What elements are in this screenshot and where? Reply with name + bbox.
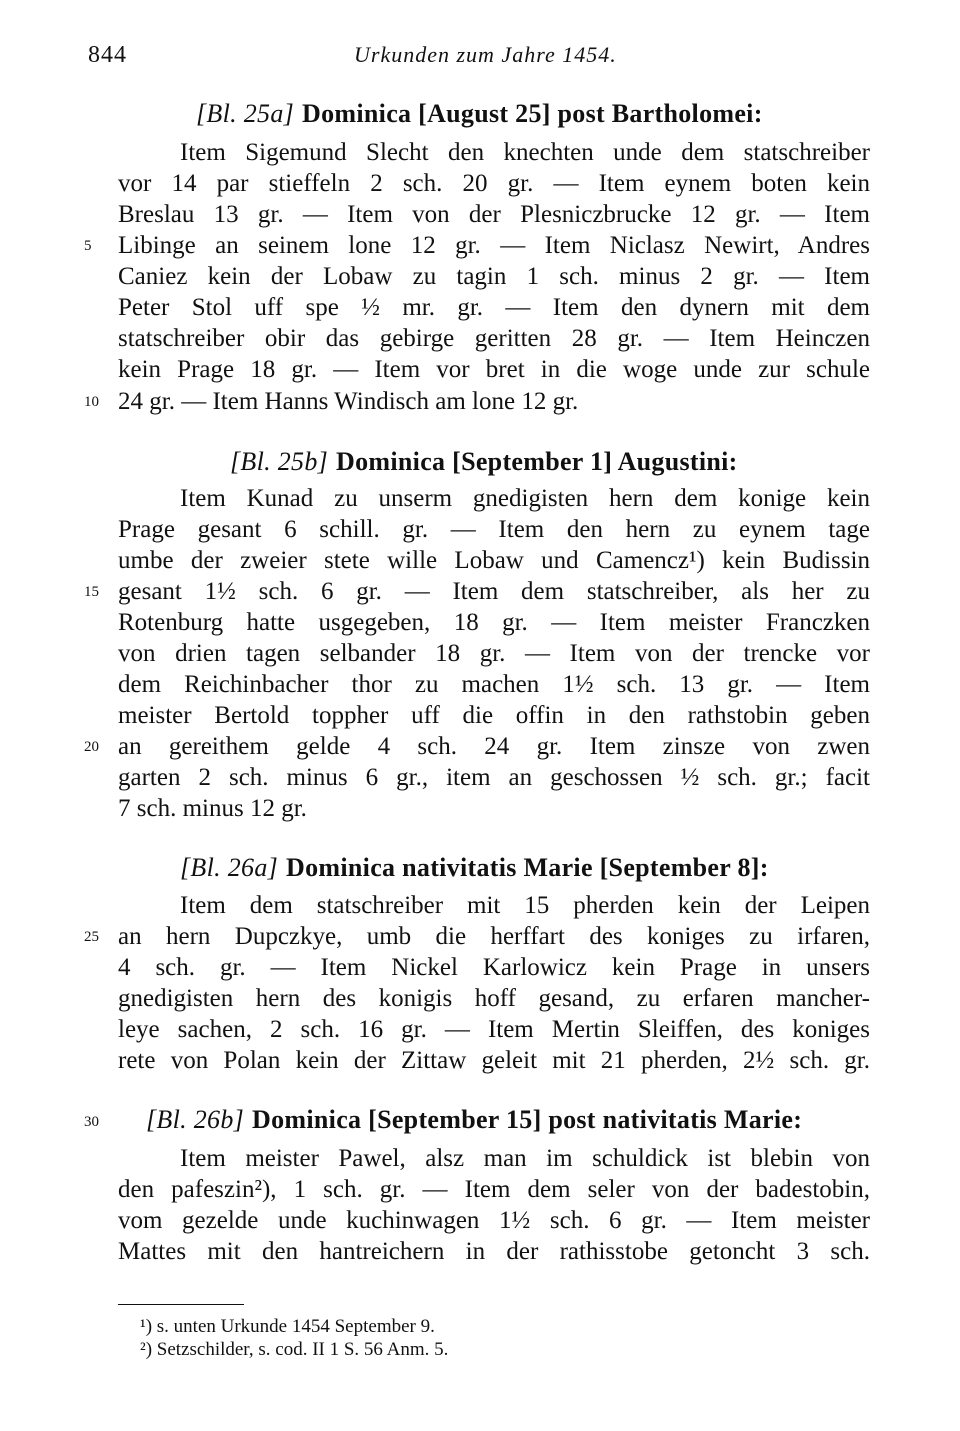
text-line: Rotenburg hatte usgegeben, 18 gr. — Item meister Franczken <box>118 609 870 636</box>
section-title: Dominica [September 1] Augustini: <box>336 447 738 476</box>
text-line: garten 2 sch. minus 6 gr., item an geschossen ½ sch. gr.; facit <box>118 764 870 791</box>
footnote: ¹) s. unten Urkunde 1454 September 9. <box>140 1316 435 1337</box>
text-line: Peter Stol uff spe ½ mr. gr. — Item den dynern mit dem <box>118 294 870 321</box>
text-line: Libinge an seinem lone 12 gr. — Item Niclasz Newirt, Andres <box>118 232 870 259</box>
text-line: Item Sigemund Slecht den knechten unde dem statschreiber <box>180 139 870 166</box>
line-number: 5 <box>84 238 92 254</box>
text-line: an gereithem gelde 4 sch. 24 gr. Item zinsze von zwen <box>118 733 870 760</box>
footnote: ²) Setzschilder, s. cod. II 1 S. 56 Anm. 5. <box>140 1339 449 1360</box>
text-line: Item Kunad zu unserm gnedigisten hern dem konige kein <box>180 485 870 512</box>
folio-reference: [Bl. 26b] <box>146 1105 245 1134</box>
section-title: Dominica [September 15] post nativitatis Marie: <box>252 1105 803 1134</box>
text-line: Prage gesant 6 schill. gr. — Item den hern zu eynem tage <box>118 516 870 543</box>
section-heading <box>180 852 769 884</box>
text-line: dem Reichinbacher thor zu machen 1½ sch. 13 gr. — Item <box>118 671 870 698</box>
text-line: leye sachen, 2 sch. 16 gr. — Item Mertin Sleiffen, des koniges <box>118 1016 870 1043</box>
text-line: Breslau 13 gr. — Item von der Plesniczbrucke 12 gr. — Item <box>118 201 870 228</box>
text-line: meister Bertold toppher uff die offin in den rathstobin geben <box>118 702 870 729</box>
text-line: von drien tagen selbander 18 gr. — Item von der trencke vor <box>118 640 870 667</box>
text-line: Item dem statschreiber mit 15 pherden kein der Leipen <box>180 892 870 919</box>
text-line: 24 gr. — Item Hanns Windisch am lone 12 gr. <box>118 388 579 415</box>
running-head: Urkunden zum Jahre 1454. <box>354 42 617 67</box>
page-number: 844 <box>88 42 127 68</box>
text-line: umbe der zweier stete wille Lobaw und Camencz¹) kein Budissin <box>118 547 870 574</box>
line-number: 25 <box>84 929 99 945</box>
text-line: gesant 1½ sch. 6 gr. — Item dem statschreiber, als her zu <box>118 578 870 605</box>
line-number: 30 <box>84 1114 99 1130</box>
section-heading <box>146 1104 802 1136</box>
text-line: Caniez kein der Lobaw zu tagin 1 sch. minus 2 gr. — Item <box>118 263 870 290</box>
text-line: vom gezelde unde kuchinwagen 1½ sch. 6 gr. — Item meister <box>118 1207 870 1234</box>
footnote-divider <box>118 1304 244 1305</box>
section-title: Dominica [August 25] post Bartholomei: <box>302 99 763 128</box>
page-header <box>0 42 960 82</box>
line-number: 15 <box>84 584 99 600</box>
line-number: 20 <box>84 739 99 755</box>
section-heading <box>230 446 738 478</box>
line-number: 10 <box>84 394 99 410</box>
text-line: statschreiber obir das gebirge geritten 28 gr. — Item Heinczen <box>118 325 870 352</box>
text-line: gnedigisten hern des konigis hoff gesand, zu erfaren mancher- <box>118 985 870 1012</box>
text-line: vor 14 par stieffeln 2 sch. 20 gr. — Item eynem boten kein <box>118 170 870 197</box>
text-line: 7 sch. minus 12 gr. <box>118 795 307 822</box>
folio-reference: [Bl. 25a] <box>196 99 295 128</box>
text-line: an hern Dupczkye, umb die herffart des koniges zu irfaren, <box>118 923 870 950</box>
folio-reference: [Bl. 26a] <box>180 853 279 882</box>
text-line: kein Prage 18 gr. — Item vor bret in die woge unde zur schule <box>118 356 870 383</box>
text-line: den pafeszin²), 1 sch. gr. — Item dem seler von der badestobin, <box>118 1176 870 1203</box>
text-line: 4 sch. gr. — Item Nickel Karlowicz kein Prage in unsers <box>118 954 870 981</box>
folio-reference: [Bl. 25b] <box>230 447 329 476</box>
section-title: Dominica nativitatis Marie [September 8]: <box>286 853 769 882</box>
text-line: Item meister Pawel, alsz man im schuldick ist blebin von <box>180 1145 870 1172</box>
text-line: rete von Polan kein der Zittaw geleit mit 21 pherden, 2½ sch. gr. <box>118 1047 870 1074</box>
text-line: Mattes mit den hantreichern in der rathisstobe getoncht 3 sch. <box>118 1238 870 1265</box>
section-heading <box>196 98 763 130</box>
